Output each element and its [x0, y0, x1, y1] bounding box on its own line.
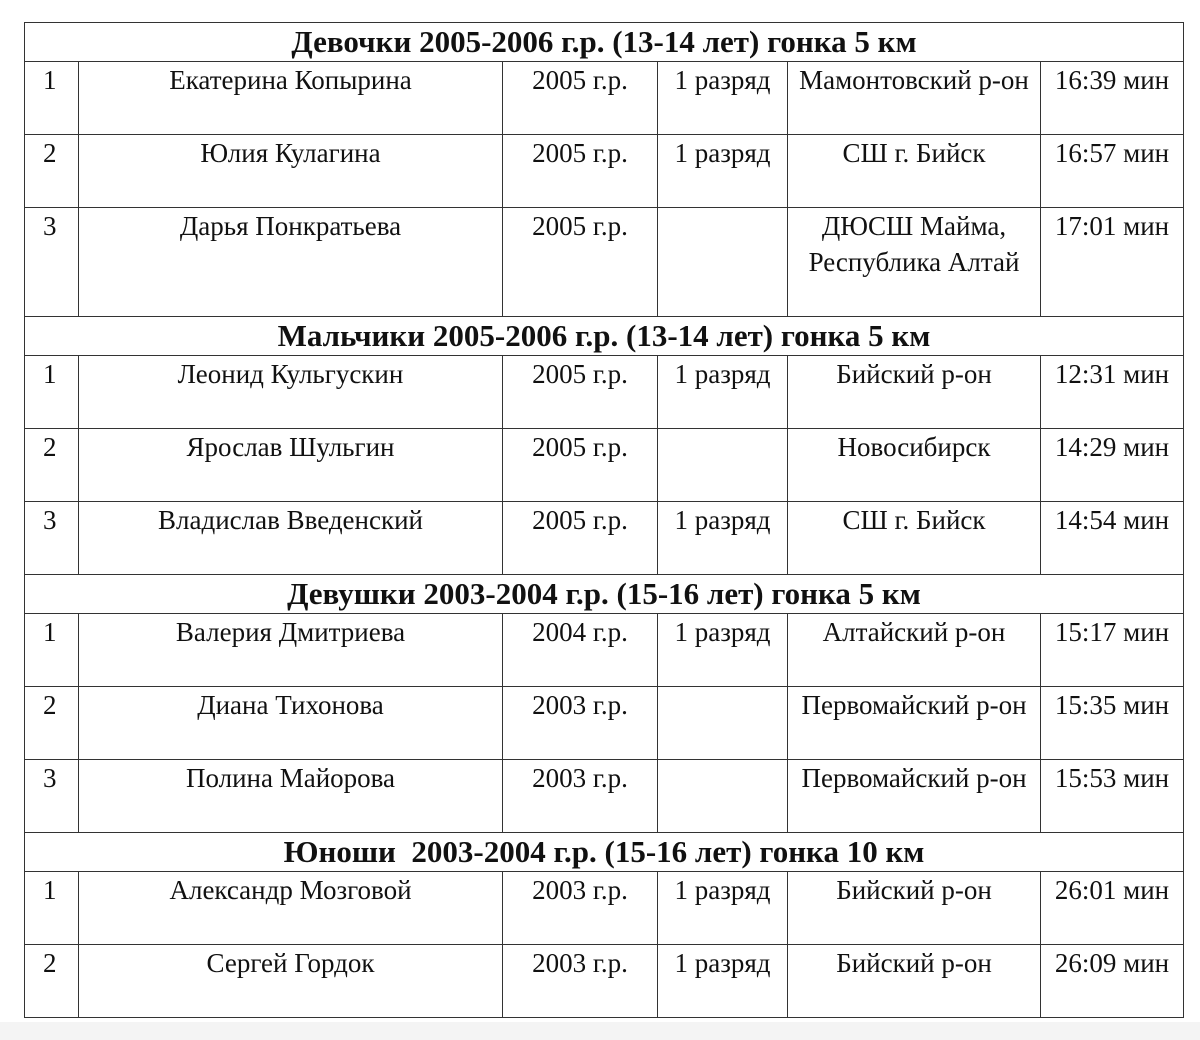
- rank-cell: [658, 760, 788, 833]
- rank-cell: [658, 208, 788, 317]
- place-cell: 2: [25, 945, 79, 1018]
- birth-year-cell: 2003 г.р.: [503, 945, 658, 1018]
- rank-cell: [658, 687, 788, 760]
- team-cell: Первомайский р-он: [788, 760, 1041, 833]
- birth-year-cell: 2004 г.р.: [503, 614, 658, 687]
- athlete-name-cell: Леонид Кульгускин: [79, 356, 503, 429]
- team-cell: Бийский р-он: [788, 356, 1041, 429]
- rank-cell: 1 разряд: [658, 872, 788, 945]
- group-header: [25, 833, 1184, 872]
- table-row: [25, 687, 1184, 760]
- athlete-name-cell: Владислав Введенский: [79, 502, 503, 575]
- place-cell: 1: [25, 62, 79, 135]
- time-cell: 17:01 мин: [1041, 208, 1184, 317]
- team-cell: Первомайский р-он: [788, 687, 1041, 760]
- place-cell: 1: [25, 614, 79, 687]
- team-cell: СШ г. Бийск: [788, 135, 1041, 208]
- birth-year-cell: 2005 г.р.: [503, 135, 658, 208]
- time-cell: 12:31 мин: [1041, 356, 1184, 429]
- birth-year-cell: 2005 г.р.: [503, 356, 658, 429]
- birth-year-cell: 2005 г.р.: [503, 502, 658, 575]
- table-row: [25, 872, 1184, 945]
- rank-cell: 1 разряд: [658, 356, 788, 429]
- birth-year-cell: 2005 г.р.: [503, 429, 658, 502]
- place-cell: 2: [25, 687, 79, 760]
- group-header: [25, 23, 1184, 62]
- time-cell: 26:01 мин: [1041, 872, 1184, 945]
- time-cell: 14:29 мин: [1041, 429, 1184, 502]
- rank-cell: 1 разряд: [658, 502, 788, 575]
- athlete-name-cell: Александр Мозговой: [79, 872, 503, 945]
- results-document: [24, 22, 1183, 1018]
- rank-cell: 1 разряд: [658, 945, 788, 1018]
- time-cell: 15:35 мин: [1041, 687, 1184, 760]
- athlete-name-cell: Сергей Гордок: [79, 945, 503, 1018]
- table-row: [25, 208, 1184, 317]
- place-cell: 3: [25, 760, 79, 833]
- time-cell: 16:39 мин: [1041, 62, 1184, 135]
- team-cell: СШ г. Бийск: [788, 502, 1041, 575]
- rank-cell: [658, 429, 788, 502]
- group-title: Девушки 2003-2004 г.р. (15-16 лет) гонка 5 км: [25, 575, 1184, 614]
- athlete-name-cell: Полина Майорова: [79, 760, 503, 833]
- rank-cell: 1 разряд: [658, 614, 788, 687]
- athlete-name-cell: Диана Тихонова: [79, 687, 503, 760]
- team-cell: ДЮСШ Майма, Республика Алтай: [788, 208, 1041, 317]
- group-header: [25, 575, 1184, 614]
- team-cell: Мамонтовский р-он: [788, 62, 1041, 135]
- time-cell: 14:54 мин: [1041, 502, 1184, 575]
- athlete-name-cell: Юлия Кулагина: [79, 135, 503, 208]
- athlete-name-cell: Ярослав Шульгин: [79, 429, 503, 502]
- group-header: [25, 317, 1184, 356]
- time-cell: 26:09 мин: [1041, 945, 1184, 1018]
- time-cell: 15:17 мин: [1041, 614, 1184, 687]
- birth-year-cell: 2003 г.р.: [503, 760, 658, 833]
- rank-cell: 1 разряд: [658, 62, 788, 135]
- team-cell: Новосибирск: [788, 429, 1041, 502]
- birth-year-cell: 2003 г.р.: [503, 872, 658, 945]
- group-title: Юноши 2003-2004 г.р. (15-16 лет) гонка 10 км: [25, 833, 1184, 872]
- place-cell: 1: [25, 356, 79, 429]
- team-cell: Алтайский р-он: [788, 614, 1041, 687]
- page-bottom-margin: [0, 1022, 1200, 1040]
- athlete-name-cell: Дарья Понкратьева: [79, 208, 503, 317]
- table-row: [25, 945, 1184, 1018]
- group-title: Девочки 2005-2006 г.р. (13-14 лет) гонка 5 км: [25, 23, 1184, 62]
- birth-year-cell: 2003 г.р.: [503, 687, 658, 760]
- table-row: [25, 62, 1184, 135]
- athlete-name-cell: Валерия Дмитриева: [79, 614, 503, 687]
- place-cell: 3: [25, 208, 79, 317]
- time-cell: 15:53 мин: [1041, 760, 1184, 833]
- table-row: [25, 614, 1184, 687]
- place-cell: 1: [25, 872, 79, 945]
- table-row: [25, 135, 1184, 208]
- table-row: [25, 429, 1184, 502]
- table-row: [25, 760, 1184, 833]
- birth-year-cell: 2005 г.р.: [503, 62, 658, 135]
- group-title: Мальчики 2005-2006 г.р. (13-14 лет) гонка 5 км: [25, 317, 1184, 356]
- results-table: [24, 22, 1184, 1018]
- place-cell: 3: [25, 502, 79, 575]
- table-row: [25, 356, 1184, 429]
- team-cell: Бийский р-он: [788, 872, 1041, 945]
- table-row: [25, 502, 1184, 575]
- place-cell: 2: [25, 429, 79, 502]
- athlete-name-cell: Екатерина Копырина: [79, 62, 503, 135]
- birth-year-cell: 2005 г.р.: [503, 208, 658, 317]
- team-cell: Бийский р-он: [788, 945, 1041, 1018]
- place-cell: 2: [25, 135, 79, 208]
- time-cell: 16:57 мин: [1041, 135, 1184, 208]
- rank-cell: 1 разряд: [658, 135, 788, 208]
